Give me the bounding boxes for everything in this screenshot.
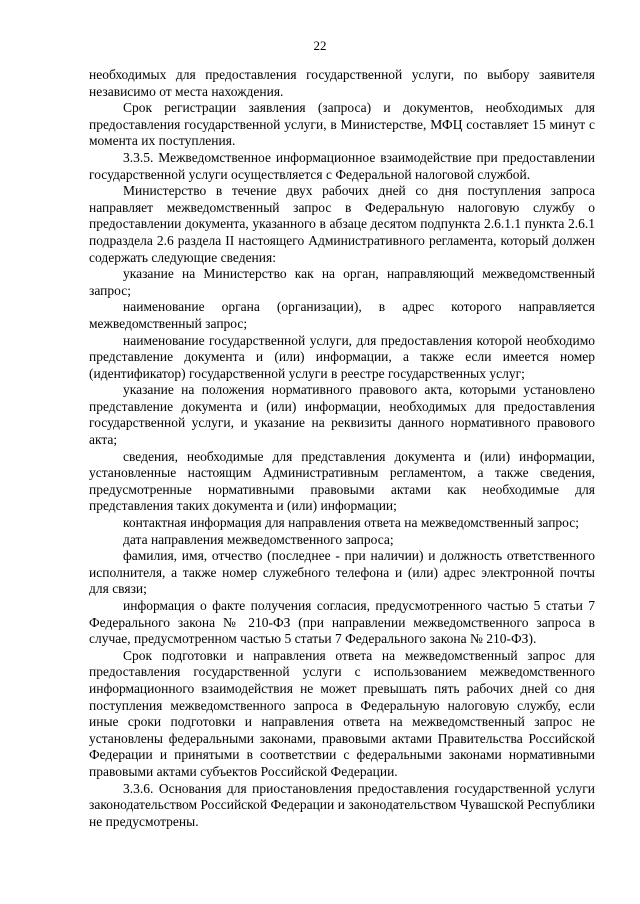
list-item-ministry: указание на Министерство как на орган, направляющий межведомственный запрос;	[89, 266, 595, 298]
list-item-legal-act: указание на положения нормативного правового акта, которыми установлено представление документа и (или) информации, необходимых для предоставления государственной услуги, и указание на реквизиты данного нормативного правового акта;	[89, 382, 595, 448]
list-item-recipient-organ: наименование органа (организации), в адрес которого направляется межведомственный запрос;	[89, 299, 595, 331]
paragraph-response-term: Срок подготовки и направления ответа на межведомственный запрос для предоставления государственной услуги с использованием межведомственного информационного взаимодействия не может превышать пять рабочих дней со дня поступления межведомственного запроса в Федеральную налоговую службу, если иные сроки подготовки и направления ответа на межведомственный запрос не установлены федеральными законами, правовыми актами Правительства Российской Федерации и принятыми в соответствии с федеральными законами нормативными правовыми актами субъектов Российской Федерации.	[89, 647, 595, 779]
paragraph-continuation: необходимых для предоставления государственной услуги, по выбору заявителя независимо от места нахождения.	[89, 67, 595, 99]
list-item-request-date: дата направления межведомственного запроса;	[123, 531, 394, 547]
paragraph-registration-term: Срок регистрации заявления (запроса) и документов, необходимых для предоставления государственной услуги, в Министерстве, МФЦ составляет 15 минут с момента их поступления.	[89, 100, 595, 149]
paragraph-interagency-request: Министерство в течение двух рабочих дней со дня поступления запроса направляет межведомственный запрос в Федеральную налоговую службу о предоставлении документа, указанного в абзаце десятом подпункта 2.6.1.1 пункта 2.6.1 подраздела 2.6 раздела II настоящего Административного регламента, который должен содержать следующие сведения:	[89, 183, 595, 265]
paragraph-3-3-6: 3.3.6. Основания для приостановления предоставления государственной услуги законодательством Российской Федерации и законодательством Чувашской Республики не предусмотрены.	[89, 780, 595, 829]
page-number: 22	[313, 38, 327, 53]
paragraph-3-3-5: 3.3.5. Межведомственное информационное взаимодействие при предоставлении государственной услуги осуществляется с Федеральной налоговой службой.	[89, 149, 595, 182]
list-item-executor: фамилия, имя, отчество (последнее - при наличии) и должность ответственного исполнителя, а также номер служебного телефона и (или) адрес электронной почты для связи;	[89, 548, 595, 597]
document-body	[89, 67, 595, 830]
list-item-contact-info: контактная информация для направления ответа на межведомственный запрос;	[123, 515, 580, 531]
list-item-service-name: наименование государственной услуги, для предоставления которой необходимо представление документа и (или) информации, а также если имеется номер (идентификатор) государственной услуги в реестре государственных услуг;	[89, 332, 595, 381]
list-item-required-info: сведения, необходимые для представления документа и (или) информации, установленные настоящим Административным регламентом, а также сведения, предусмотренные нормативными правовыми актами как необходимые для представления таких документа и (или) информации;	[89, 448, 595, 514]
list-item-consent: информация о факте получения согласия, предусмотренного частью 5 статьи 7 Федерального закона № 210-ФЗ (при направлении межведомственного запроса в случае, предусмотренном частью 5 статьи 7 Федерального закона № 210-ФЗ).	[89, 598, 595, 647]
